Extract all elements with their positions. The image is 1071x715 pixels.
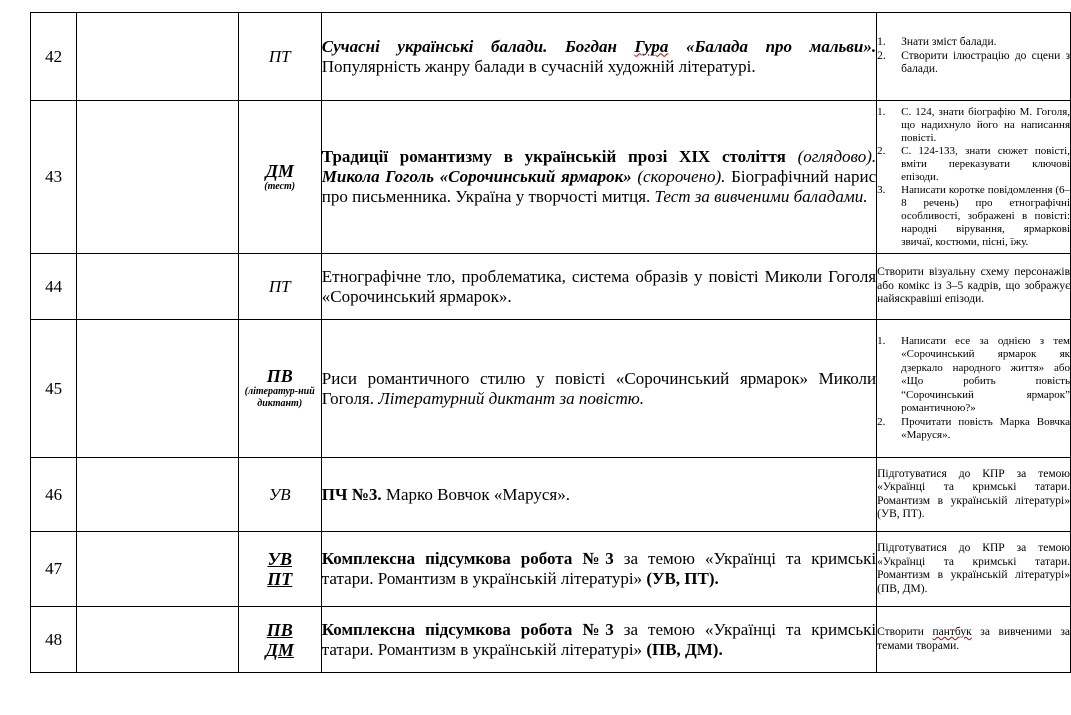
lesson-number: 46 bbox=[31, 458, 77, 532]
topic-title: Комплексна підсумкова робота №3 bbox=[321, 549, 614, 568]
list-number: 2. bbox=[877, 415, 886, 428]
homework-text: Підготуватися до КПР за темою «Українці та кримські татари. Романтизм в українській літературі» (ПВ, ДМ). bbox=[877, 542, 1070, 595]
topic-work-title: Микола Гоголь «Сорочинський ярмарок» bbox=[321, 167, 632, 186]
lesson-plan-table bbox=[30, 12, 1071, 673]
lesson-type-note: (літератур-ний диктант) bbox=[244, 386, 315, 409]
list-item bbox=[877, 335, 1070, 416]
list-text: Написати коротке повідомлення (6–8 речень) про етнографічні особливості, зображені в повісті: народні вірування, ярмаркові звичаї, костюми, пісні, їжу. bbox=[901, 183, 1070, 248]
lesson-type-code: ПВ bbox=[266, 366, 293, 386]
list-text: Написати есе за однією з тем «Сорочинський ярмарок як дзеркало народного життя» або «Що робить повість “Сорочинський ярмарок” романтичною?» bbox=[901, 334, 1070, 414]
topic-description: Етнографічне тло, проблематика, система образів у повісті Миколи Гоголя «Сорочинський ярмарок». bbox=[321, 266, 877, 306]
topic-title-part: Сучасні українські балади. Богдан bbox=[321, 36, 635, 56]
list-text: С. 124-133, знати сюжет повісті, вміти переказувати ключові епізоди. bbox=[901, 144, 1070, 183]
empty-cell bbox=[77, 320, 239, 458]
empty-cell bbox=[77, 607, 239, 673]
list-item bbox=[877, 106, 1070, 145]
lesson-type-code: УВ bbox=[267, 549, 292, 569]
lesson-topic bbox=[321, 458, 876, 532]
homework-list bbox=[877, 36, 1070, 77]
homework-text: Створити bbox=[877, 626, 933, 638]
lesson-type-code: УВ bbox=[268, 484, 291, 504]
topic-groups: (ПВ, ДМ). bbox=[642, 639, 723, 659]
homework-text-misspelled: пантбук bbox=[932, 626, 972, 638]
lesson-type-code: ПТ bbox=[267, 569, 293, 589]
lesson-type-code: ПВ bbox=[266, 619, 293, 640]
topic-title: Традиції романтизму в українській прозі XIX століття bbox=[321, 147, 786, 166]
table-row bbox=[31, 532, 1071, 607]
list-item bbox=[877, 416, 1070, 443]
list-text: Прочитати повість Марка Вовчка «Маруся». bbox=[901, 415, 1070, 441]
topic-title: Комплексна підсумкова робота №3 bbox=[321, 619, 614, 639]
list-text: Знати зміст балади. bbox=[901, 36, 997, 49]
lesson-topic bbox=[321, 254, 876, 320]
list-number: 1. bbox=[877, 36, 886, 49]
lesson-number: 42 bbox=[31, 13, 77, 101]
list-number: 1. bbox=[877, 105, 886, 118]
lesson-type-code: ДМ bbox=[265, 160, 294, 181]
topic-title-part: «Балада про мальви». bbox=[668, 36, 877, 56]
topic-note: (оглядово). bbox=[785, 147, 877, 166]
homework-list bbox=[877, 106, 1070, 249]
topic-title-author-surname: Гура bbox=[634, 36, 669, 56]
lesson-type bbox=[238, 254, 321, 320]
homework-text: Підготуватися до КПР за темою «Українці та кримські татари. Романтизм в українській літературі» (УВ, ПТ). bbox=[877, 467, 1070, 520]
lesson-number: 44 bbox=[31, 254, 77, 320]
list-item bbox=[877, 50, 1070, 77]
list-item bbox=[877, 184, 1070, 249]
lesson-topic bbox=[321, 320, 876, 458]
table-row bbox=[31, 101, 1071, 254]
topic-note: (скорочено). bbox=[631, 167, 726, 186]
topic-test: Тест за вивченими баладами. bbox=[650, 187, 868, 206]
empty-cell bbox=[77, 532, 239, 607]
homework-text: Створити візуальну схему персонажів або комікс із 3–5 кадрів, що зображує найяскравіші епізоди. bbox=[877, 266, 1070, 306]
list-text: С. 124, знати біографію М. Гоголя, що надихнуло його на написання повісті. bbox=[901, 105, 1070, 144]
list-item bbox=[877, 145, 1070, 184]
homework-cell bbox=[877, 607, 1071, 673]
lesson-type bbox=[238, 13, 321, 101]
homework-cell bbox=[877, 532, 1071, 607]
lesson-type-code: ПТ bbox=[268, 276, 291, 296]
topic-description: Марко Вовчок «Маруся». bbox=[381, 484, 570, 504]
list-number: 2. bbox=[877, 144, 886, 157]
homework-cell bbox=[877, 101, 1071, 254]
list-text: Створити ілюстрацію до сцени з балади. bbox=[901, 49, 1070, 76]
topic-description: за темою «Українці та кримські татари. Романтизм в українській літературі» bbox=[321, 619, 877, 659]
homework-list bbox=[877, 335, 1070, 443]
lesson-topic bbox=[321, 607, 876, 673]
table-row bbox=[31, 13, 1071, 101]
lesson-type bbox=[238, 532, 321, 607]
homework-cell bbox=[877, 458, 1071, 532]
topic-title: ПЧ №3. bbox=[321, 484, 382, 504]
homework-cell bbox=[877, 320, 1071, 458]
list-number: 2. bbox=[877, 49, 886, 62]
table-row bbox=[31, 607, 1071, 673]
lesson-number: 43 bbox=[31, 101, 77, 254]
lesson-type bbox=[238, 101, 321, 254]
homework-cell bbox=[877, 13, 1071, 101]
empty-cell bbox=[77, 458, 239, 532]
topic-dictation: Літературний диктант за повістю. bbox=[374, 388, 644, 408]
lesson-type bbox=[238, 607, 321, 673]
table-row bbox=[31, 254, 1071, 320]
topic-description: Риси романтичного стилю у повісті «Сорочинський ярмарок» Миколи Гоголя. bbox=[321, 368, 877, 408]
topic-groups: (УВ, ПТ). bbox=[642, 569, 719, 588]
empty-cell bbox=[77, 254, 239, 320]
topic-description: Біографічний нарис про письменника. Україна у творчості митця. bbox=[321, 167, 877, 206]
lesson-topic bbox=[321, 101, 876, 254]
list-number: 3. bbox=[877, 183, 886, 196]
lesson-type-code: ПТ bbox=[268, 46, 291, 66]
homework-text: за вивченими за темами творами. bbox=[877, 626, 1070, 652]
lesson-topic bbox=[321, 13, 876, 101]
lesson-type-note: (тест) bbox=[264, 180, 296, 192]
topic-description: Популярність жанру балади в сучасній художній літературі. bbox=[321, 56, 756, 76]
table-row bbox=[31, 320, 1071, 458]
lesson-topic bbox=[321, 532, 876, 607]
empty-cell bbox=[77, 101, 239, 254]
topic-description: за темою «Українці та кримські татари. Романтизм в українській літературі» bbox=[321, 549, 877, 588]
list-number: 1. bbox=[877, 334, 886, 347]
lesson-type bbox=[238, 458, 321, 532]
lesson-number: 45 bbox=[31, 320, 77, 458]
lesson-type bbox=[238, 320, 321, 458]
empty-cell bbox=[77, 13, 239, 101]
lesson-type-code: ДМ bbox=[265, 639, 294, 660]
list-item bbox=[877, 36, 1070, 50]
homework-cell bbox=[877, 254, 1071, 320]
lesson-number: 47 bbox=[31, 532, 77, 607]
table-row bbox=[31, 458, 1071, 532]
lesson-number: 48 bbox=[31, 607, 77, 673]
